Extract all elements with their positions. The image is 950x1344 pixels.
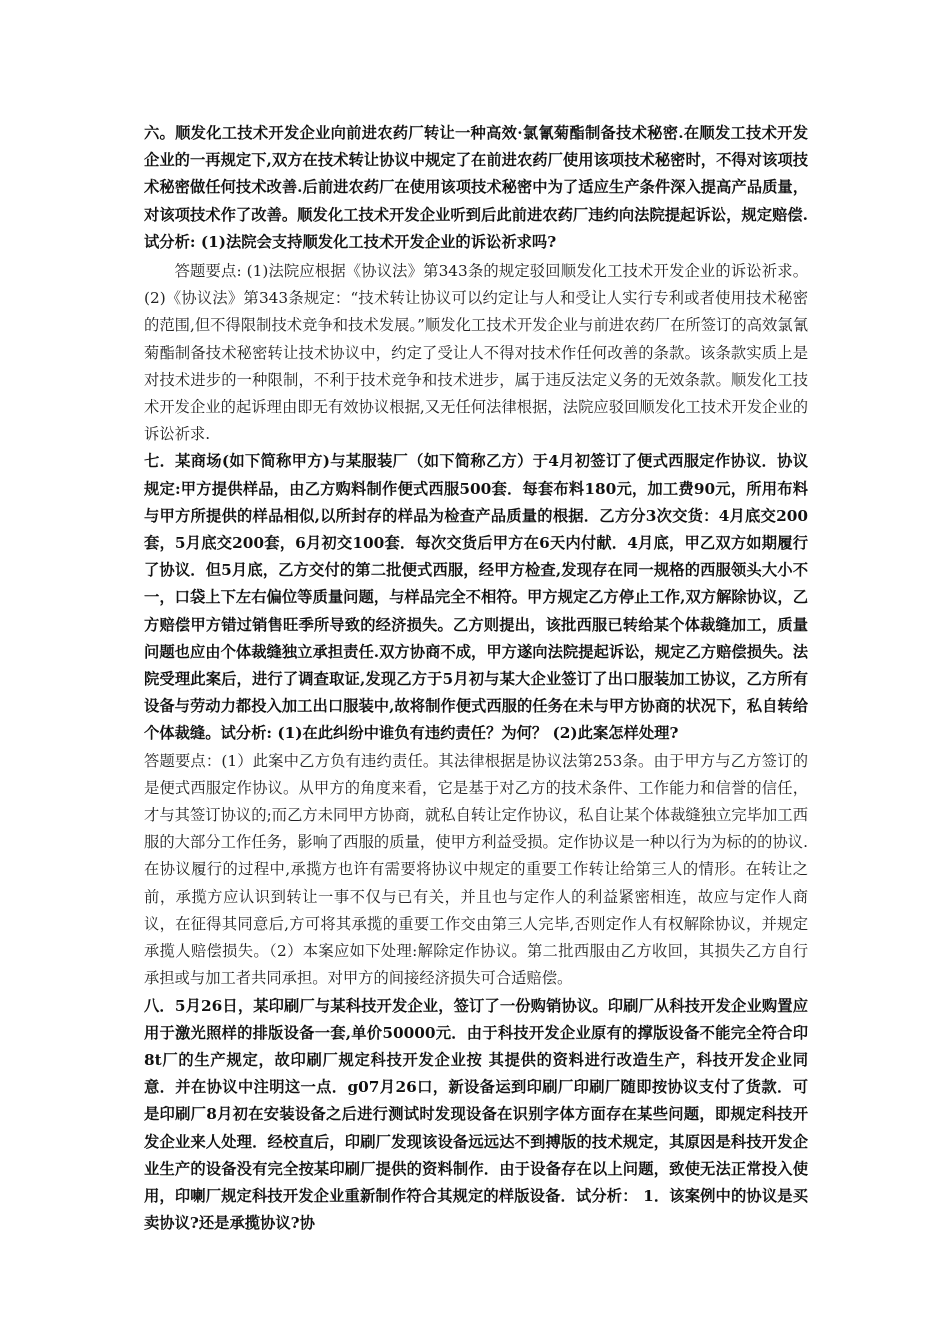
answer-7: 答题要点：(1）此案中乙方负有违约责任。其法律根据是协议法第253条。由于甲方与乙方签订的是便式西服定作协议。从甲方的角度来看，它是基于对乙方的技术条件、工作能力和信誉的信任，才与其签订协议的;而乙方未同甲方协商，就私自转让定作协议，私自让某个体裁缝独立完毕加工西服的大部分工作任务，影响了西服的质量，使甲方利益受损。定作协议是一种以行为为标的的协议.在协议履行的过程中,承揽方也许有需要将协议中规定的重要工作转让给第三人的情形。在转让之前，承揽方应认识到转让一事不仅与已有关，并且也与定作人的利益紧密相连，故应与定作人商议，在征得其同意后,方可将其承揽的重要工作交由第三人完毕,否则定作人有权解除协议，并规定承揽人赔偿损失。（2）本案应如下处理:解除定作协议。第二批西服由乙方收回，其损失乙方自行承担或与加工者共同承担。对甲方的间接经济损失可合适赔偿。	[144, 751, 808, 988]
question-6: 六。顺发化工技术开发企业向前进农药厂转让一种高效·氯氰菊酯制备技术秘密.在顺发工技术开发企业的一再规定下,双方在技术转让协议中规定了在前进农药厂使用该项技术秘密时，不得对该项技术秘密做任何技术改善.后前进农药厂在使用该项技术秘密中为了适应生产条件深入提高产品质量，对该项技术作了改善。顺发化工技术开发企业听到后此前进农药厂违约向法院提起诉讼，规定赔偿. 试分析: (1)法院会支持顺发化工技术开发企业的诉讼祈求吗?	[144, 124, 808, 251]
question-7: 七．某商场(如下简称甲方)与某服装厂（如下简称乙方）于4月初签订了便式西服定作协议．协议规定:甲方提供样品，由乙方购料制作便式西服500套．每套布料180元，加工费90元，所用布料与甲方所提供的样品相似,以所封存的样品为检查产品质量的根据．乙方分3次交货：4月底交200套，5月底交200套，6月初交100套．每次交货后甲方在6天内付献．4月底，甲乙双方如期履行了协议．但5月底，乙方交付的第二批便式西服，经甲方检查,发现存在同一规格的西服领头大小不一，口袋上下左右偏位等质量问题，与样品完全不相符。甲方规定乙方停止工作,双方解除协议，乙方赔偿甲方错过销售旺季所导致的经济损失。乙方则提出，该批西服已转给某个体裁缝加工，质量问题也应由个体裁缝独立承担责任.双方协商不成，甲方遂向法院提起诉讼，规定乙方赔偿损失。法院受理此案后，进行了调查取证,发现乙方于5月初与某大企业签订了出口服装加工协议，乙方所有设备与劳动力都投入加工出口服装中,故将制作便式西服的任务在未与甲方协商的状况下，私自转给个体裁缝。试分析: (1)在此纠纷中谁负有违约责任？为何？ (2)此案怎样处理?	[144, 452, 808, 743]
document-page	[144, 120, 808, 1237]
answer-6: 答题要点: (1)法院应根据《协议法》第343条的规定驳回顺发化工技术开发企业的诉讼祈求。 (2)《协议法》第343条规定：“技术转让协议可以约定让与人和受让人实行专利或者使用技术秘密的范围,但不得限制技术竞争和技术发展。”顺发化工技术开发企业与前进农药厂在所签订的高效氯氰菊酯制备技术秘密转让技术协议中，约定了受让人不得对技术作任何改善的条款。该条款实质上是对技术进步的一种限制，不利于技术竞争和技术进步，属于违反法定义务的无效条款。顺发化工技术开发企业的起诉理由即无有效协议根据,又无任何法律根据，法院应驳回顺发化工技术开发企业的诉讼祈求.	[144, 262, 808, 444]
question-8: 八．5月26日，某印刷厂与某科技开发企业，签订了一份购销协议。印刷厂从科技开发企业购置应用于激光照样的排版设备一套,单价50000元．由于科技开发企业原有的撑版设备不能完全符合印8t厂的生产规定，故印刷厂规定科技开发企业按 其提供的资料进行改造生产，科技开发企业同意．并在协议中注明这一点．g07月26口，新设备运到印刷厂印刷厂随即按协议支付了货款．可是印刷厂8月初在安装设备之后进行测试时发现设备在识别字体方面存在某些问题，即规定科技开发企业来人处理．经校直后，印刷厂发现该设备远远达不到搏版的技术规定，其原因是科技开发企业生产的设备没有完全按某印刷厂提供的资料制作．由于设备存在以上问题，致使无法正常投入使用，印喇厂规定科技开发企业重新制作符合其规定的样版设备．试分析： 1．该案例中的协议是买卖协议?还是承揽协议?协	[144, 996, 808, 1233]
